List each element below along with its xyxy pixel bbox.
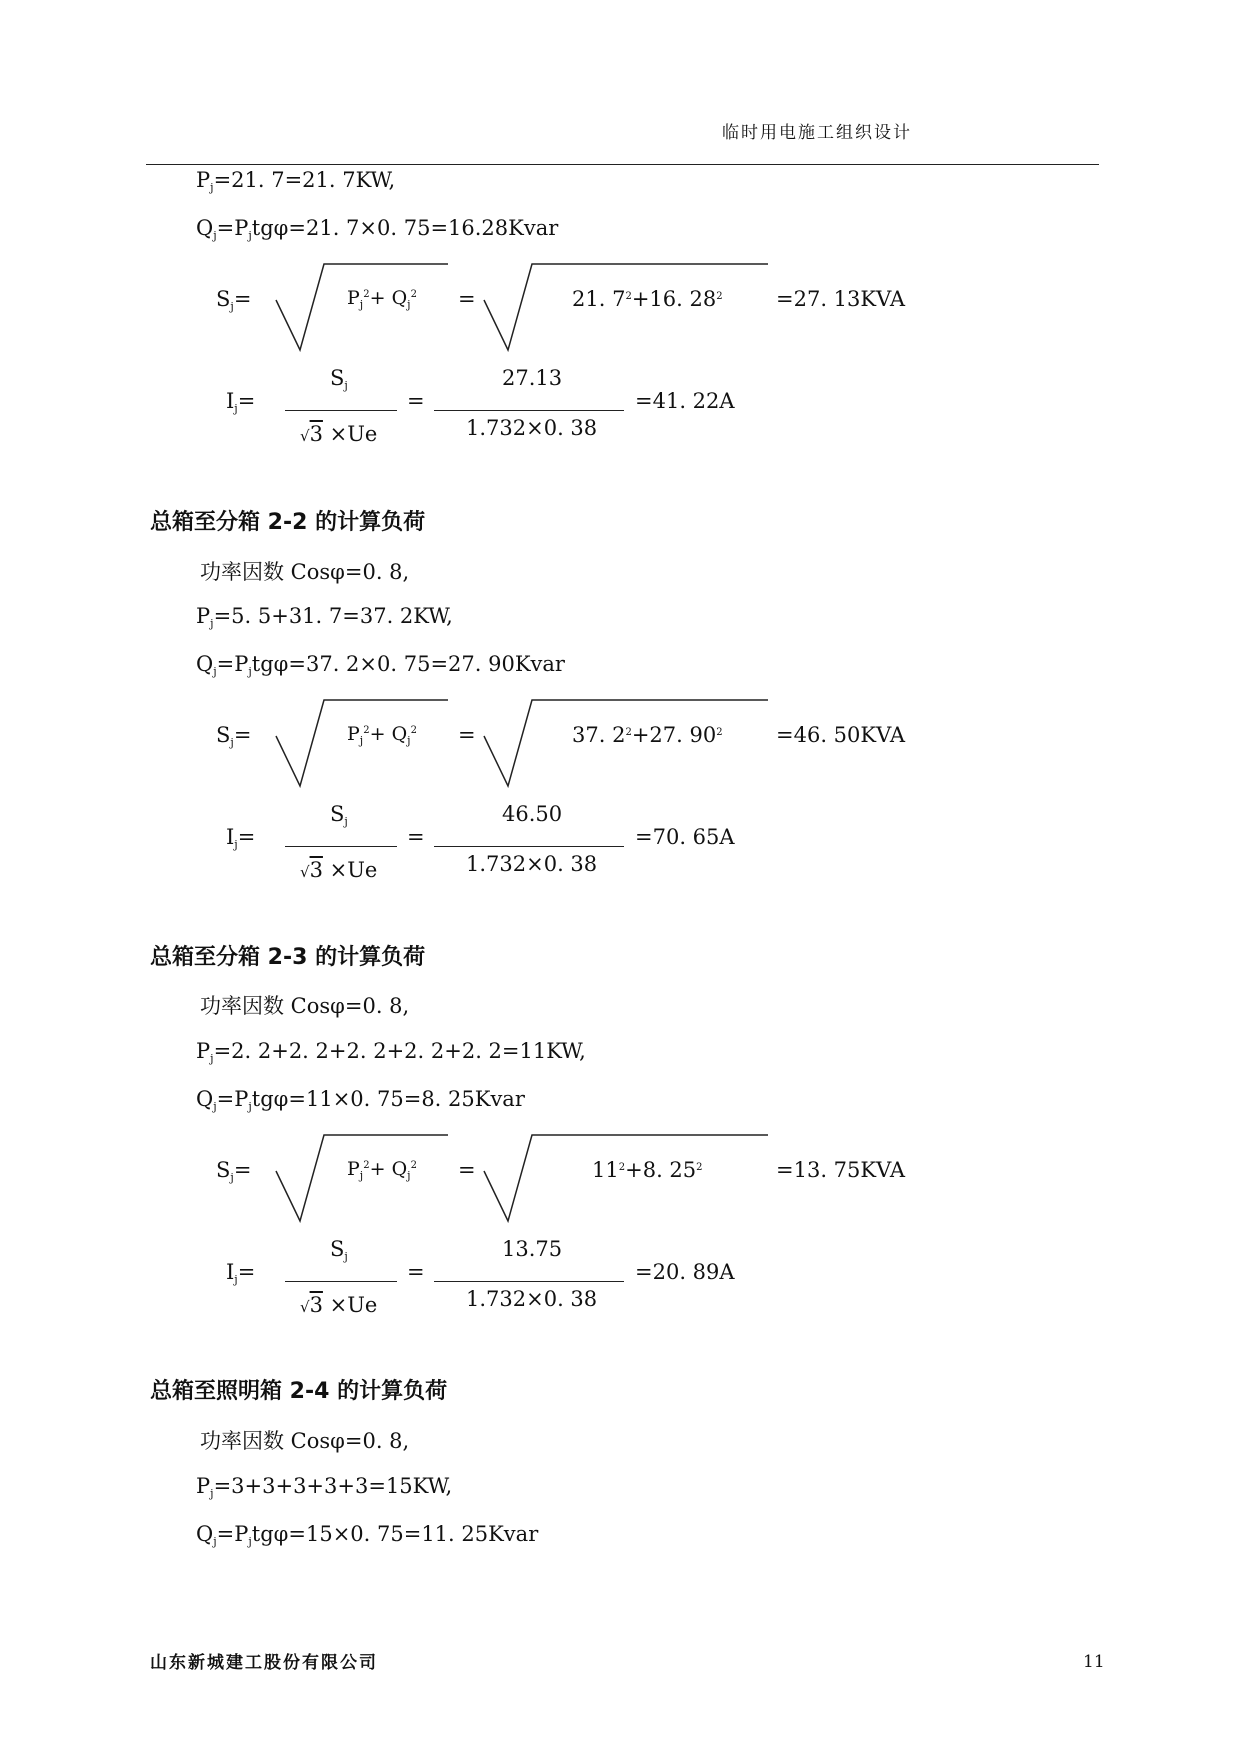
qj-line: $Q_j=P_jtg\varphi=11\times 0$. 75=8. 25Kvar bbox=[196, 1087, 525, 1113]
power-factor-line: 功率因数 Cosφ=0. 8, bbox=[200, 1429, 410, 1453]
footer-company: 山东新城建工股份有限公司 bbox=[150, 1653, 378, 1673]
qj-line: $Q_j=P_jtg\varphi=37$. 2×0. 75=27. 90Kvar bbox=[196, 652, 565, 678]
section-heading: 总箱至分箱 2-3 的计算负荷 bbox=[150, 945, 426, 970]
pj-line: $P_j=3+3+3+3+3=15KW$, bbox=[196, 1474, 453, 1500]
page-number: 11 bbox=[1083, 1652, 1105, 1672]
power-factor-line: 功率因数 Cosφ=0. 8, bbox=[200, 994, 410, 1018]
pj-line-top: $P_j=21$. 7=21. 7KW, bbox=[196, 168, 396, 194]
power-factor-line: 功率因数 Cosφ=0. 8, bbox=[200, 560, 410, 584]
pj-line: $P_j=5$. 5+31. 7=37. 2KW, bbox=[196, 604, 453, 630]
qj-line: $Q_j=P_jtg\varphi=15\times 0$. 75=11. 25Kvar bbox=[196, 1522, 539, 1548]
section-heading: 总箱至分箱 2-2 的计算负荷 bbox=[150, 510, 426, 535]
pj-line: $P_j=2$. 2+2. 2+2. 2+2. 2+2. 2=11KW, bbox=[196, 1039, 586, 1065]
header-title: 临时用电施工组织设计 bbox=[722, 123, 912, 143]
qj-line-top: $Q_j=P_jtg\varphi=21$. 7×0. 75=16.28Kvar bbox=[196, 216, 559, 242]
header-rule bbox=[146, 164, 1099, 165]
section-heading: 总箱至照明箱 2-4 的计算负荷 bbox=[150, 1379, 448, 1404]
